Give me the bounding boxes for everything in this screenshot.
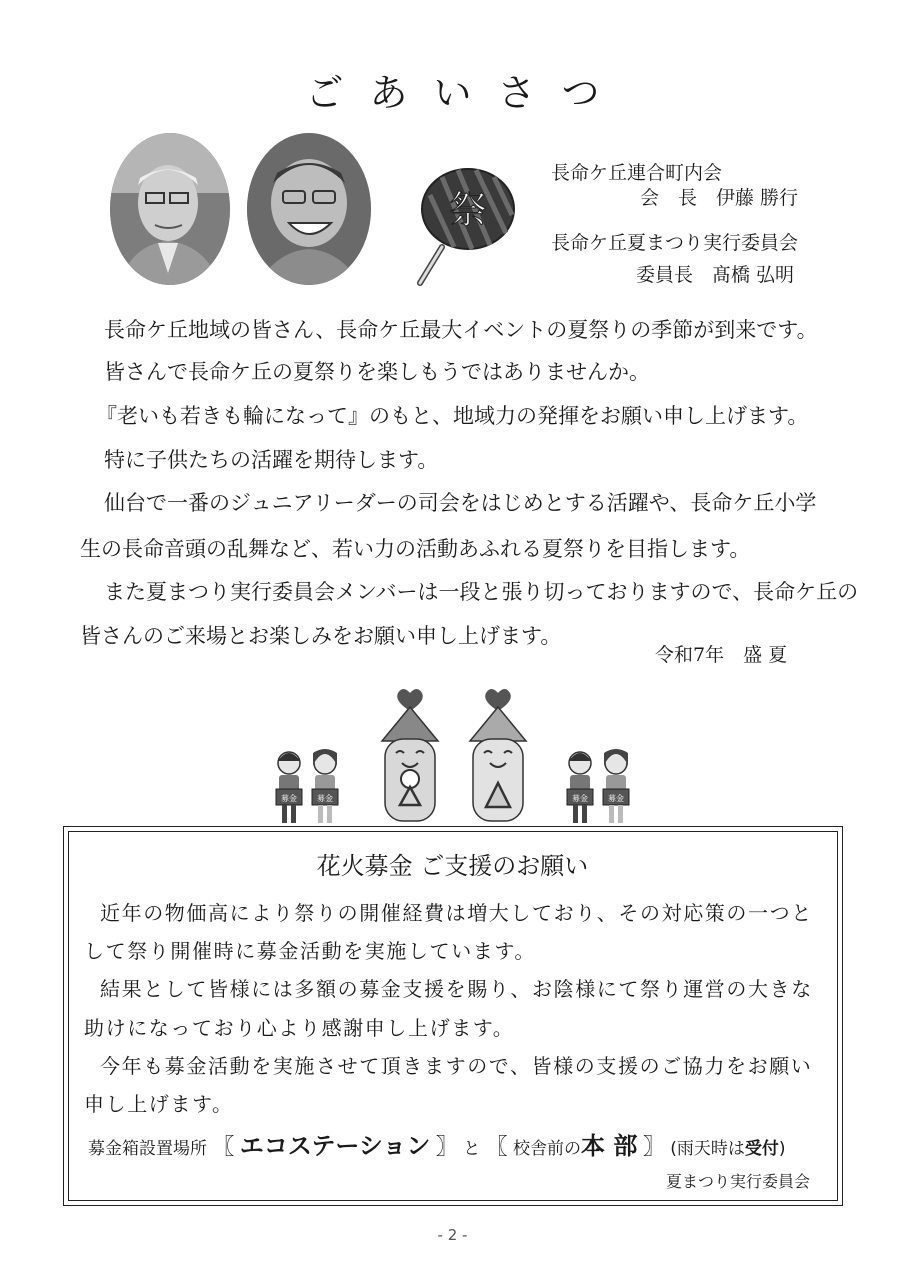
chairman-photo — [110, 133, 230, 285]
page-title: ごあいさつ — [305, 71, 626, 115]
org-name-2: 長命ケ丘夏まつり実行委員会 — [551, 232, 799, 254]
donation-title: 花火募金 ご支援のお願い — [316, 852, 589, 880]
donation-line: 申し上げます。 — [84, 1092, 234, 1116]
location-headquarters: 本 部 — [581, 1132, 638, 1160]
greeting-line: 仙台で一番のジュニアリーダーの司会をはじめとする活躍や、長命ケ丘小学 — [104, 491, 817, 515]
location-eco-station: エコステーション — [239, 1132, 431, 1160]
child-with-donation-box-icon — [276, 752, 302, 823]
date-line: 令和7年 盛 夏 — [655, 644, 788, 666]
donation-line: して祭り開催時に募金活動を実施しています。 — [84, 939, 536, 963]
donation-location: 募金箱設置場所 〖 エコステーション 〗 と 〖 校舎前の本 部 〗 (雨天時は受付) — [88, 1132, 786, 1160]
greeting-line: 『老いも若きも輪になって』のもと、地域力の発揮をお願い申し上げます。 — [96, 404, 809, 428]
child-with-donation-box-icon — [603, 749, 629, 823]
greeting-line: 皆さんのご来場とお楽しみをお願い申し上げます。 — [80, 624, 562, 648]
greeting-line: 長命ケ丘地域の皆さん、長命ケ丘最大イベントの夏祭りの季節が到来です。 — [104, 318, 818, 342]
greeting-line: 特に子供たちの活躍を期待します。 — [104, 448, 439, 472]
greeting-line: 皆さんで長命ケ丘の夏祭りを楽しもうではありませんか。 — [104, 360, 650, 384]
donation-line: 近年の物価高により祭りの開催経費は増大しており、その対応策の一つと — [100, 901, 813, 925]
org-person-2: 委員長 髙橋 弘明 — [636, 264, 795, 286]
greeting-line: また夏まつり実行委員会メンバーは一段と張り切っておりますので、長命ケ丘の — [104, 580, 859, 604]
page-number: - 2 - — [437, 1226, 468, 1244]
festival-fan-icon — [412, 165, 522, 294]
mascot-kokeshi-icon — [382, 689, 438, 821]
donation-line: 助けになっており心より感謝申し上げます。 — [84, 1016, 515, 1040]
committee-chair-photo — [247, 133, 371, 285]
svg-text:募金: 募金 — [281, 794, 297, 803]
fan-char: 祭 — [448, 188, 488, 232]
location-reception: 受付 — [744, 1139, 779, 1159]
location-label: 募金箱設置場所 — [88, 1139, 207, 1159]
svg-text:募金: 募金 — [317, 794, 333, 803]
child-with-donation-box-icon — [567, 752, 593, 823]
child-with-donation-box-icon — [312, 749, 338, 823]
svg-text:募金: 募金 — [572, 794, 588, 803]
org-person-1: 会 長 伊藤 勝行 — [640, 187, 799, 209]
org-name-1: 長命ケ丘連合町内会 — [551, 162, 723, 184]
donation-line: 結果として皆様には多額の募金支援を賜り、お陰様にて祭り運営の大きな — [100, 977, 813, 1001]
donation-signature: 夏まつり実行委員会 — [666, 1172, 811, 1191]
svg-text:募金: 募金 — [608, 794, 624, 803]
donation-line: 今年も募金活動を実施させて頂きますので、皆様の支援のご協力をお願い — [100, 1054, 813, 1078]
greeting-line: 生の長命音頭の乱舞など、若い力の活動あふれる夏祭りを目指します。 — [80, 537, 751, 561]
mascot-illustration — [270, 683, 640, 832]
mascot-kokeshi-icon — [470, 689, 526, 821]
